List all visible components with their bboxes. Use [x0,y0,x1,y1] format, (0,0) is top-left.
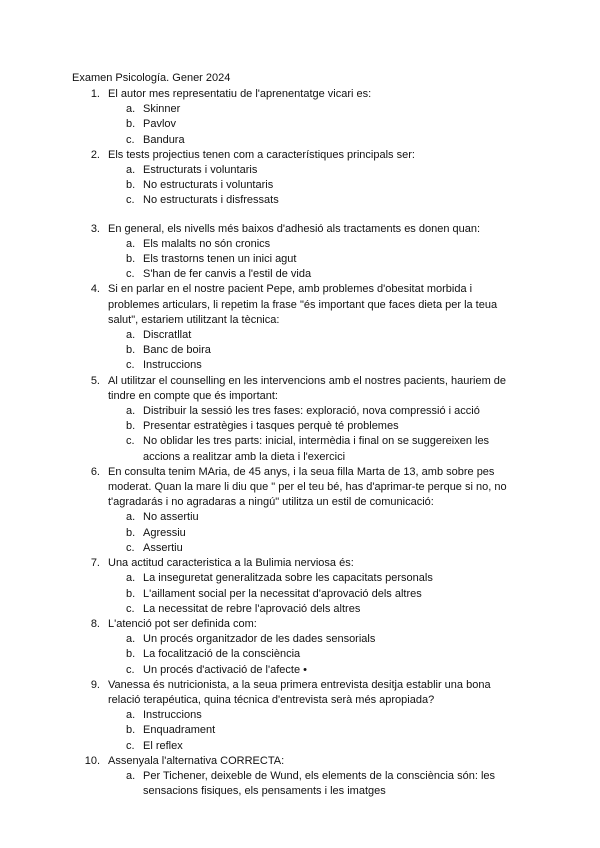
question-6 [0,465,600,511]
option-text: S'han de fer canvis a l'estil de vida [143,268,312,281]
option-letter: b. [126,420,136,433]
question-10 [0,754,600,769]
question-text: Al utilitzar el counselling en les intervencions amb el nostres pacients, hauriem de tindre en compte que és important: [108,374,507,402]
option-letter: c. [126,268,135,281]
option-letter: c. [126,739,135,752]
question-text: En general, els nivells més baixos d'adhesió als tractaments es donen quan: [108,222,481,235]
option-letter: c. [126,359,135,372]
option-text: La necessitat de rebre l'aprovació dels altres [143,602,361,615]
option-letter: a. [126,329,136,342]
option [0,663,600,678]
question-number: 2. [90,148,100,161]
option [0,571,600,586]
option-letter: b. [126,724,136,737]
option-letter: a. [126,709,136,722]
option-letter: c. [126,541,135,554]
option [0,632,600,647]
option [0,739,600,754]
question-number: 6. [90,465,100,478]
option-letter: a. [126,511,136,524]
option [0,541,600,556]
option [0,343,600,358]
blank-line [0,209,600,222]
option-text: Bandura [143,133,185,146]
question-text: Assenyala l'alternativa CORRECTA: [108,754,285,767]
option-letter: b. [126,648,136,661]
option-letter: a. [126,103,136,116]
option [0,267,600,282]
question-text: Vanessa és nutricionista, a la seua primera entrevista desitja establir una bona relació terapéutica, quina técnica d'entrevista serà més apropiada? [108,678,491,706]
option [0,602,600,617]
option-letter: c. [126,435,135,448]
question-text: El autor mes representatiu de l'aprenentatge vicari es: [108,88,372,100]
question-1 [0,87,600,102]
option [0,178,600,193]
option [0,769,600,799]
option-letter: b. [126,118,136,131]
question-3 [0,222,600,237]
option-text: El reflex [143,739,183,752]
option [0,419,600,434]
option-letter: a. [126,572,136,585]
option-letter: c. [126,133,135,146]
question-text: Els tests projectius tenen com a característiques principals ser: [108,148,415,161]
option [0,117,600,132]
question-text: L'atenció pot ser definida com: [108,617,257,630]
question-number: 8. [90,617,100,630]
question-7 [0,556,600,571]
option-text: La focalització de la consciència [143,648,301,661]
option-letter: c. [126,194,135,207]
option-text: No estructurats i disfressats [143,194,279,207]
option-letter: a. [126,633,136,646]
exam-title: Examen Psicología. Gener 2024 [72,72,231,84]
question-4 [0,282,600,328]
option-letter: b. [126,526,136,539]
question-number: 9. [90,678,100,691]
option-text: No estructurats i voluntaris [143,179,274,192]
question-9 [0,678,600,708]
option-text: Per Tichener, deixeble de Wund, els elements de la consciència són: les sensacions fisiques, els pensaments i les imatges [143,769,495,798]
option-letter: b. [126,179,136,192]
option [0,526,600,541]
option-letter: b. [126,253,136,266]
option-letter: b. [126,587,136,600]
option [0,647,600,662]
option [0,328,600,343]
option-text: Un procés organitzador de les dades sensorials [143,633,376,646]
option-letter: a. [126,405,136,418]
option-text: Discratllat [143,329,192,342]
option [0,358,600,373]
document-page [0,71,600,799]
question-text: Una actitud caracteristica a la Bulimia nerviosa és: [108,557,354,570]
option [0,708,600,723]
question-5 [0,374,600,404]
option [0,434,600,464]
option-text: Pavlov [143,118,177,131]
question-2 [0,148,600,163]
option-letter: c. [126,602,135,615]
option-text: Distribuir la sessió les tres fases: exploració, nova compressió i acció [143,405,480,418]
option-text: L'aillament social per la necessitat d'aprovació dels altres [143,587,422,600]
option-letter: a. [126,164,136,177]
option-text: Instruccions [143,359,202,372]
option-letter: b. [126,344,136,357]
option-text: La inseguretat generalitzada sobre les capacitats personals [143,572,433,585]
option-text: Banc de boira [143,344,211,357]
option-text: Els malalts no són cronics [143,237,271,250]
option-text: Estructurats i voluntaris [143,164,258,177]
option-text: Agressiu [143,526,186,539]
option-text: Presentar estratègies i tasques perquè té problemes [143,420,399,433]
question-number: 7. [90,557,100,570]
option-text: No assertiu [143,511,199,524]
question-text: En consulta tenim MAria, de 45 anys, i la seua filla Marta de 13, amb sobre pes moderat. Quan la mare li diu que " per el teu bé, has d'aprimar-te perque si no, no t'agradarás i no agradaras a ningú" utilitza un estil de comunicació: [108,465,507,509]
option-text: Instruccions [143,709,202,722]
option [0,510,600,525]
option-text: Enquadrament [143,724,216,737]
question-number: 10. [84,754,100,767]
option [0,404,600,419]
question-number: 3. [90,222,100,235]
option-text: Els trastorns tenen un inici agut [143,253,297,266]
option-letter: a. [126,769,136,782]
option [0,193,600,208]
question-number: 1. [90,88,100,100]
option-text: Assertiu [143,541,183,554]
option [0,723,600,738]
option-text: Skinner [143,103,181,116]
option-text: Un procés d'activació de l'afecte • [143,663,307,676]
question-number: 4. [90,283,100,296]
option [0,102,600,117]
question-text: Si en parlar en el nostre pacient Pepe, amb problemes d'obesitat morbida i problemes articulars, li repetim la frase "és important que faces dieta per la teua salut", estariem utilitzant la tècnica: [108,283,498,326]
option [0,252,600,267]
option [0,133,600,148]
option [0,237,600,252]
option-text: No oblidar les tres parts: inicial, intermèdia i final on se suggereixen les accions a realitzar amb la dieta i l'exercici [143,435,490,463]
option [0,587,600,602]
question-8 [0,617,600,632]
option-letter: c. [126,663,135,676]
option-letter: a. [126,237,136,250]
question-number: 5. [90,374,100,387]
option [0,163,600,178]
